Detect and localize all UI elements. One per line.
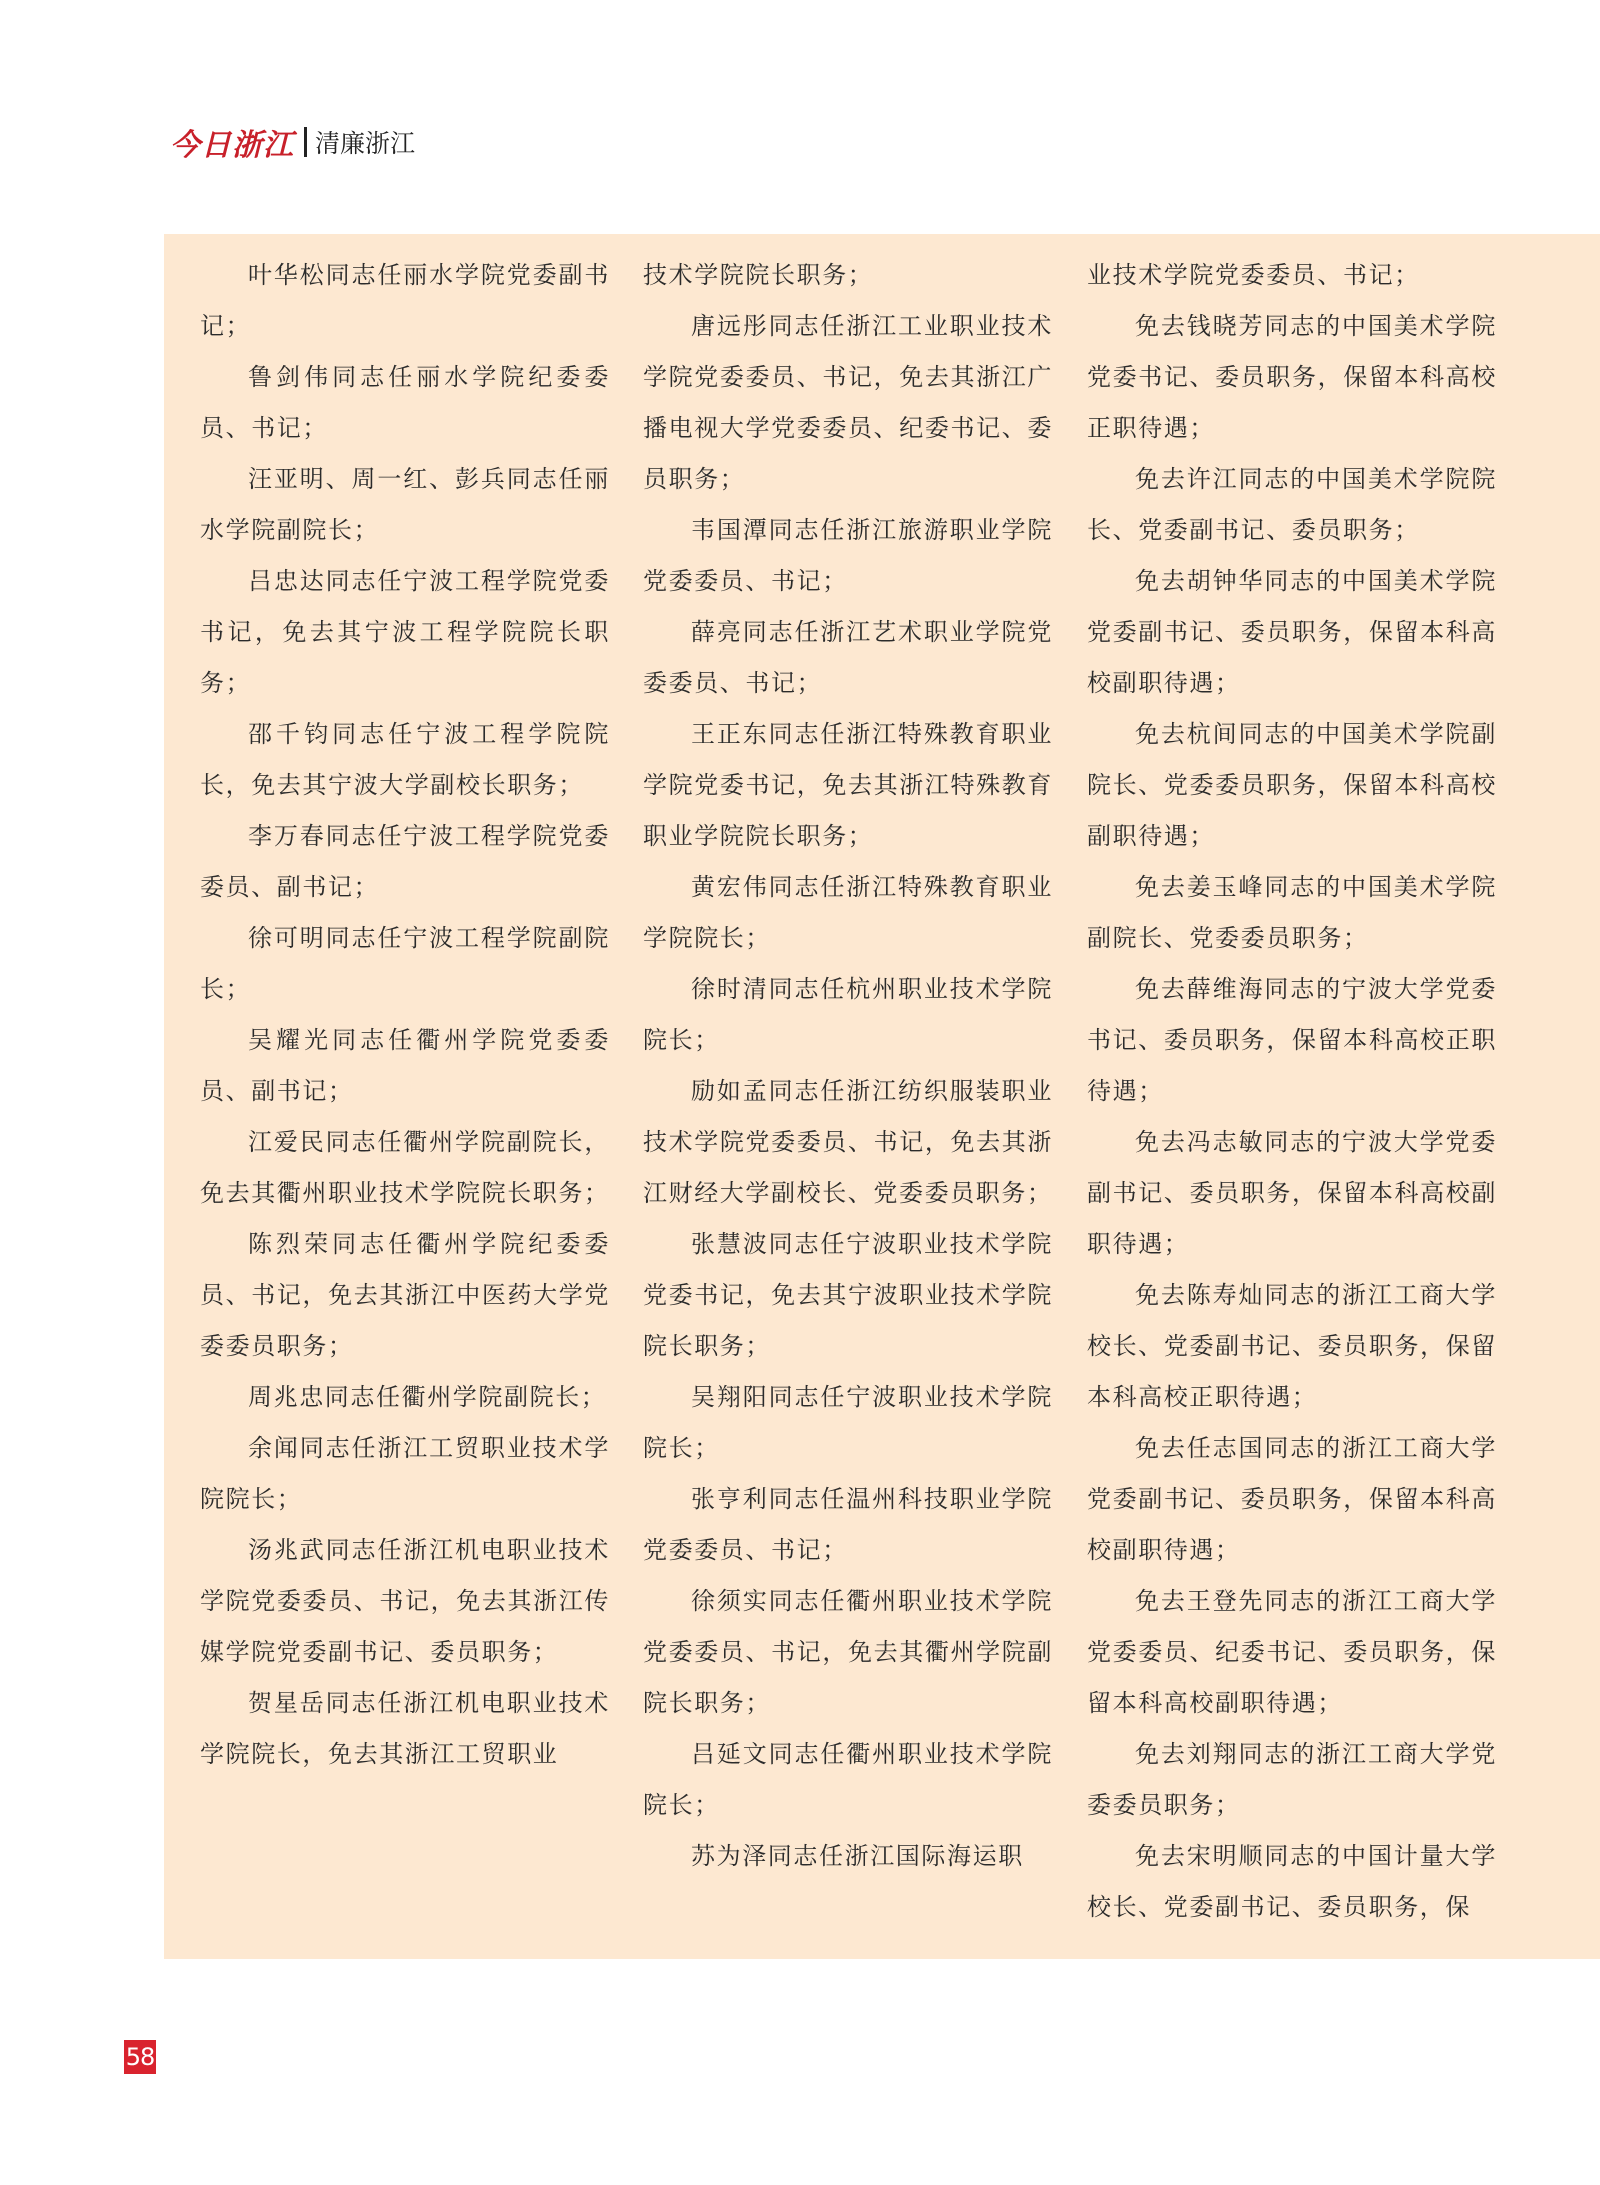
text-column-2 (643, 250, 1053, 1882)
paragraph: 黄宏伟同志任浙江特殊教育职业学院院长； (643, 873, 1053, 952)
paragraph: 唐远彤同志任浙江工业职业技术学院党委委员、书记，免去其浙江广播电视大学党委委员、纪委书记、委员职务； (643, 312, 1053, 493)
paragraph: 免去姜玉峰同志的中国美术学院副院长、党委委员职务； (1087, 873, 1497, 952)
paragraph: 汪亚明、周一红、彭兵同志任丽水学院副院长； (200, 465, 610, 544)
paragraph: 免去宋明顺同志的中国计量大学校长、党委副书记、委员职务，保 (1087, 1842, 1497, 1921)
paragraph: 免去胡钟华同志的中国美术学院党委副书记、委员职务，保留本科高校副职待遇； (1087, 567, 1497, 697)
paragraph: 叶华松同志任丽水学院党委副书记； (200, 261, 610, 340)
page-number: 58 (124, 2040, 156, 2074)
paragraph: 业技术学院党委委员、书记； (1087, 261, 1420, 289)
paragraph: 张慧波同志任宁波职业技术学院党委书记，免去其宁波职业技术学院院长职务； (643, 1230, 1053, 1360)
paragraph: 邵千钧同志任宁波工程学院院长，免去其宁波大学副校长职务； (200, 720, 610, 799)
paragraph: 张亨利同志任温州科技职业学院党委委员、书记； (643, 1485, 1053, 1564)
paragraph: 免去冯志敏同志的宁波大学党委副书记、委员职务，保留本科高校副职待遇； (1087, 1128, 1497, 1258)
paragraph: 王正东同志任浙江特殊教育职业学院党委书记，免去其浙江特殊教育职业学院院长职务； (643, 720, 1053, 850)
paragraph: 鲁剑伟同志任丽水学院纪委委员、书记； (200, 363, 610, 442)
paragraph: 陈烈荣同志任衢州学院纪委委员、书记，免去其浙江中医药大学党委委员职务； (200, 1230, 610, 1360)
paragraph: 免去陈寿灿同志的浙江工商大学校长、党委副书记、委员职务，保留本科高校正职待遇； (1087, 1281, 1497, 1411)
paragraph: 免去王登先同志的浙江工商大学党委委员、纪委书记、委员职务，保留本科高校副职待遇； (1087, 1587, 1497, 1717)
paragraph: 免去刘翔同志的浙江工商大学党委委员职务； (1087, 1740, 1497, 1819)
header-separator (304, 127, 307, 157)
paragraph: 周兆忠同志任衢州学院副院长； (248, 1383, 607, 1411)
paragraph: 免去任志国同志的浙江工商大学党委副书记、委员职务，保留本科高校副职待遇； (1087, 1434, 1497, 1564)
paragraph: 韦国潭同志任浙江旅游职业学院党委委员、书记； (643, 516, 1053, 595)
text-column-3 (1087, 250, 1497, 1933)
paragraph: 免去杭间同志的中国美术学院副院长、党委委员职务，保留本科高校副职待遇； (1087, 720, 1497, 850)
paragraph: 李万春同志任宁波工程学院党委委员、副书记； (200, 822, 610, 901)
text-column-1 (200, 250, 610, 1780)
paragraph: 徐时清同志任杭州职业技术学院院长； (643, 975, 1053, 1054)
paragraph: 励如孟同志任浙江纺织服装职业技术学院党委委员、书记，免去其浙江财经大学副校长、党委委员职务； (643, 1077, 1053, 1207)
magazine-logo: 今日浙江 (170, 128, 294, 163)
paragraph: 徐可明同志任宁波工程学院副院长； (200, 924, 610, 1003)
paragraph: 苏为泽同志任浙江国际海运职 (691, 1842, 1024, 1870)
section-title: 清廉浙江 (315, 129, 416, 158)
paragraph: 江爱民同志任衢州学院副院长，免去其衢州职业技术学院院长职务； (200, 1128, 610, 1207)
paragraph: 技术学院院长职务； (643, 261, 874, 289)
paragraph: 吕忠达同志任宁波工程学院党委书记，免去其宁波工程学院院长职务； (200, 567, 610, 697)
paragraph: 徐须实同志任衢州职业技术学院党委委员、书记，免去其衢州学院副院长职务； (643, 1587, 1053, 1717)
paragraph: 贺星岳同志任浙江机电职业技术学院院长，免去其浙江工贸职业 (200, 1689, 610, 1768)
paragraph: 薛亮同志任浙江艺术职业学院党委委员、书记； (643, 618, 1053, 697)
page-header (170, 122, 415, 162)
paragraph: 余闻同志任浙江工贸职业技术学院院长； (200, 1434, 610, 1513)
paragraph: 汤兆武同志任浙江机电职业技术学院党委委员、书记，免去其浙江传媒学院党委副书记、委员职务； (200, 1536, 610, 1666)
paragraph: 吴翔阳同志任宁波职业技术学院院长； (643, 1383, 1053, 1462)
paragraph: 免去许江同志的中国美术学院院长、党委副书记、委员职务； (1087, 465, 1497, 544)
paragraph: 吴耀光同志任衢州学院党委委员、副书记； (200, 1026, 610, 1105)
paragraph: 吕延文同志任衢州职业技术学院院长； (643, 1740, 1053, 1819)
paragraph: 免去薛维海同志的宁波大学党委书记、委员职务，保留本科高校正职待遇； (1087, 975, 1497, 1105)
paragraph: 免去钱晓芳同志的中国美术学院党委书记、委员职务，保留本科高校正职待遇； (1087, 312, 1497, 442)
